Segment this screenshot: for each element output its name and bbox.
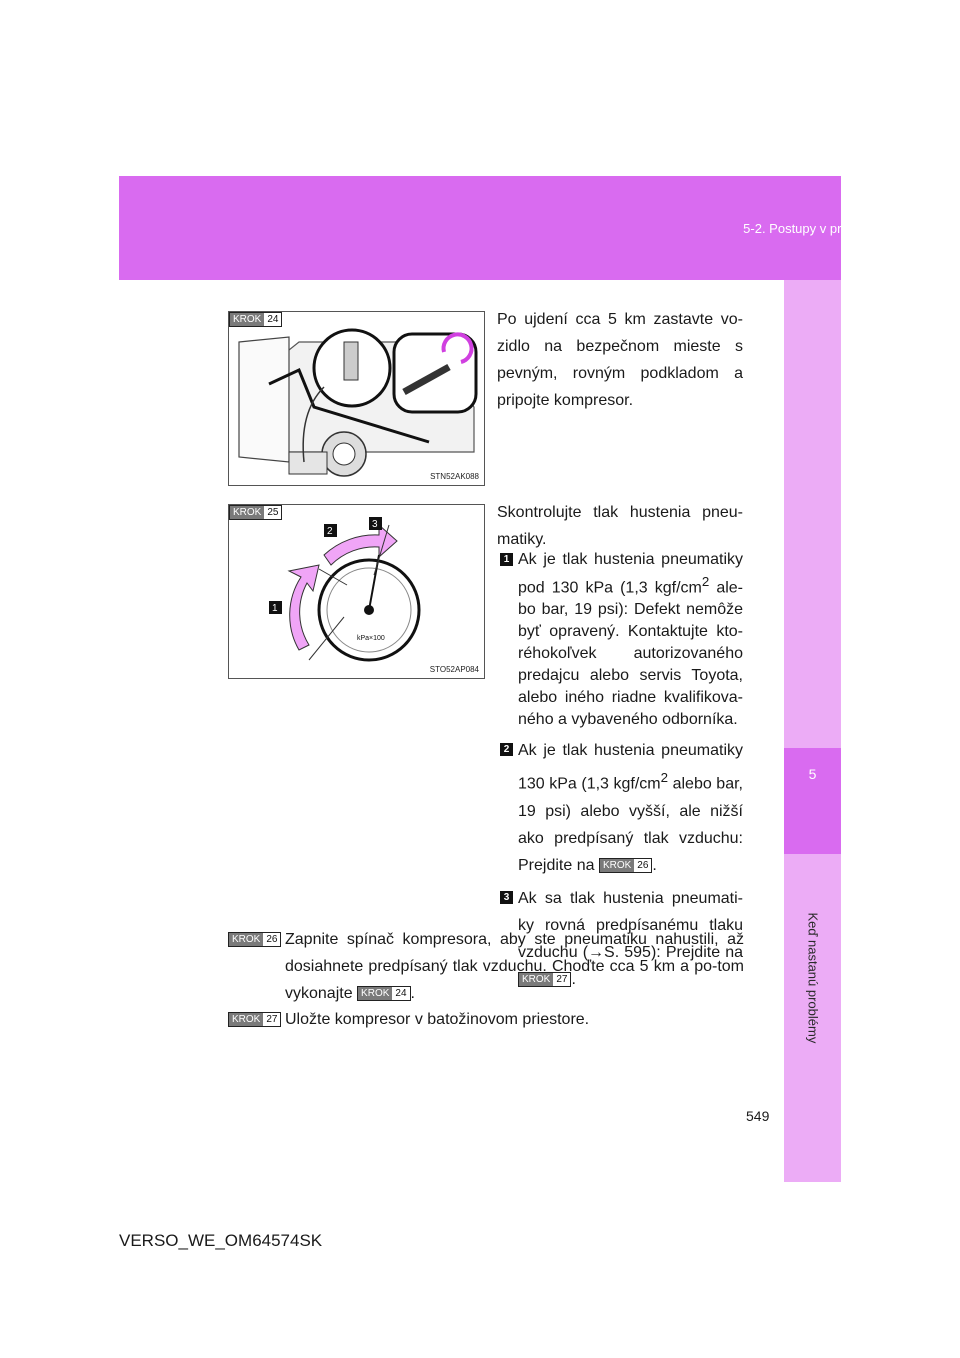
- condition-item-3: 3 Ak sa tlak hustenia pneumati-ky rovná predpísanému tlaku vzduchu (→S. 595): Prejdite na KROK 27 .: [497, 885, 743, 993]
- section-title: 5-2. Postupy v prípade núdze: [743, 221, 913, 236]
- figure-code: STN52AK088: [430, 472, 479, 481]
- step-27-text: Uložte kompresor v batožinovom priestore.: [285, 1011, 590, 1028]
- step-24-text: Po ujdení cca 5 km zastavte vo-zidlo na bezpečnom mieste s pevným, rovným podkladom a pripojte kompresor.: [497, 311, 743, 409]
- page-number: 549: [746, 1108, 770, 1124]
- chapter-title: Keď nastanú problémy: [805, 912, 821, 1044]
- side-tab-chapter-marker: [784, 748, 841, 854]
- krok-badge: KROK 25: [229, 505, 282, 520]
- document-code: VERSO_WE_OM64574SK: [119, 1231, 323, 1250]
- figure-pressure-gauge: [228, 504, 485, 679]
- gauge-unit: kPa×100: [357, 635, 385, 642]
- krok-badge: KROK 24: [229, 312, 282, 327]
- svg-text:2: 2: [327, 526, 333, 537]
- krok-reference[interactable]: KROK 27: [518, 972, 571, 987]
- step-26-text: Zapnite spínač kompresora, aby ste pneumatiku nahustili, až dosiahnete predpísaný tlak vzduchu. Choďte cca 5 km a po-tom vykonajte KROK 24 .: [285, 931, 744, 1002]
- step-27-row: [228, 1006, 744, 1033]
- step-25-intro: Skontrolujte tlak hustenia pneu-matiky.: [497, 504, 743, 548]
- header-band: [119, 176, 841, 280]
- krok-badge: KROK 27: [228, 1012, 281, 1027]
- svg-text:1: 1: [272, 603, 278, 614]
- condition-item-2: 2 Ak je tlak hustenia pneumatiky 130 kPa (1,3 kgf/$cm^2$ alebo bar, 19 psi) alebo vyšší, ale nižší ako predpísaný tlak vzduchu: Prejdite na KROK 26 .: [497, 737, 743, 878]
- item-number-badge: 2: [500, 743, 513, 756]
- krok-reference[interactable]: KROK 26: [599, 858, 652, 873]
- krok-reference[interactable]: KROK 24: [357, 986, 410, 1001]
- chapter-number: 5: [808, 766, 817, 782]
- car-compressor-illustration: [229, 312, 484, 485]
- krok-badge: KROK 26: [228, 932, 281, 947]
- item-number-badge: 1: [500, 553, 513, 566]
- condition-item-1: 1 Ak je tlak hustenia pneumatiky pod 130 kPa (1,3 kgf/$cm^2$ ale-bo bar, 19 psi): Defekt nemôže byť opravený. Kontaktujte kto-réhokoľvek autorizovaného predajcu alebo servis Toyota, alebo iného riadne kvalifikova-ného a vybaveného odborníka.: [497, 549, 743, 731]
- figure-code: STO52AP084: [429, 665, 479, 674]
- figure-compressor-connection: [228, 311, 485, 486]
- step-26-row: [228, 926, 744, 1007]
- svg-text:3: 3: [372, 519, 378, 530]
- item-number-badge: 3: [500, 891, 513, 904]
- pressure-gauge-illustration: [229, 505, 484, 678]
- side-tab: [784, 280, 841, 1182]
